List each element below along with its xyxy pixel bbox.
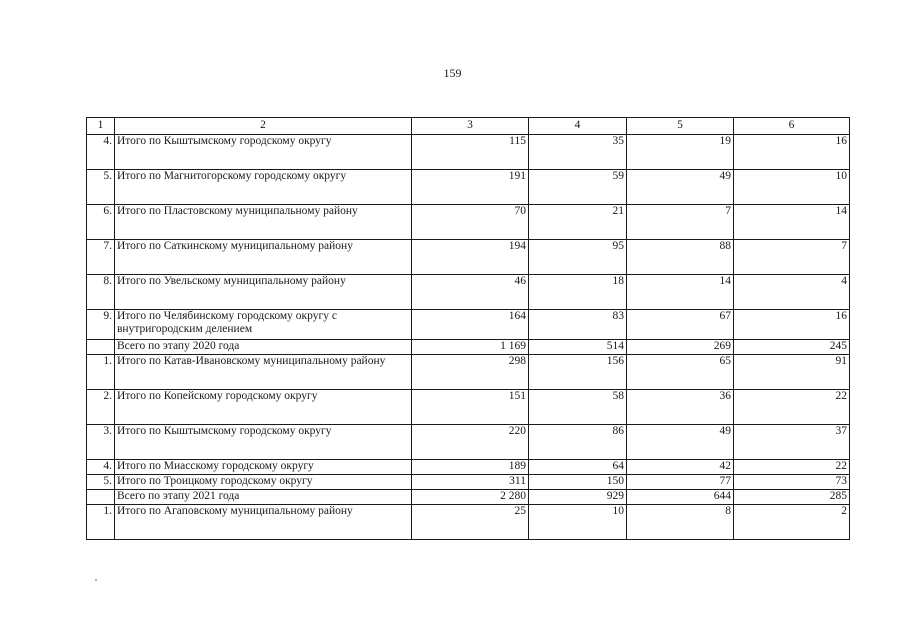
- row-number: 9.: [87, 310, 115, 340]
- row-number: [87, 490, 115, 505]
- row-number: 5.: [87, 170, 115, 205]
- column-header: 2: [115, 118, 412, 135]
- table-row: [87, 310, 850, 340]
- value-col-6: 4: [734, 275, 850, 310]
- table-row: [87, 275, 850, 310]
- value-col-4: 58: [529, 390, 627, 425]
- row-number: 5.: [87, 475, 115, 490]
- value-col-3: 220: [412, 425, 529, 460]
- value-col-5: 49: [627, 170, 734, 205]
- value-col-6: 285: [734, 490, 850, 505]
- table-row: [87, 460, 850, 475]
- column-header: 1: [87, 118, 115, 135]
- row-name: Итого по Челябинскому городскому округу с внутригородским делением: [115, 310, 412, 340]
- row-number: 7.: [87, 240, 115, 275]
- value-col-3: 46: [412, 275, 529, 310]
- value-col-4: 514: [529, 340, 627, 355]
- value-col-4: 21: [529, 205, 627, 240]
- row-name: Итого по Агаповскому муниципальному району: [115, 505, 412, 540]
- value-col-5: 644: [627, 490, 734, 505]
- column-header: 3: [412, 118, 529, 135]
- table-row: [87, 170, 850, 205]
- row-name: Всего по этапу 2021 года: [115, 490, 412, 505]
- value-col-6: 245: [734, 340, 850, 355]
- value-col-4: 18: [529, 275, 627, 310]
- row-number: [87, 340, 115, 355]
- value-col-3: 1 169: [412, 340, 529, 355]
- row-number: 8.: [87, 275, 115, 310]
- table-row: [87, 205, 850, 240]
- value-col-6: 22: [734, 390, 850, 425]
- value-col-3: 151: [412, 390, 529, 425]
- row-name: Итого по Кыштымскому городскому округу: [115, 425, 412, 460]
- table-row: [87, 340, 850, 355]
- row-name: Итого по Миасскому городскому округу: [115, 460, 412, 475]
- value-col-6: 7: [734, 240, 850, 275]
- row-number: 6.: [87, 205, 115, 240]
- value-col-6: 16: [734, 135, 850, 170]
- value-col-3: 311: [412, 475, 529, 490]
- table-row: [87, 355, 850, 390]
- column-header: 6: [734, 118, 850, 135]
- row-number: 4.: [87, 460, 115, 475]
- row-name: Итого по Троицкому городскому округу: [115, 475, 412, 490]
- row-name: Итого по Катав-Ивановскому муниципальному району: [115, 355, 412, 390]
- value-col-6: 14: [734, 205, 850, 240]
- value-col-5: 77: [627, 475, 734, 490]
- row-name: Всего по этапу 2020 года: [115, 340, 412, 355]
- row-name: Итого по Копейскому городскому округу: [115, 390, 412, 425]
- value-col-3: 2 280: [412, 490, 529, 505]
- value-col-5: 42: [627, 460, 734, 475]
- row-name: Итого по Пластовскому муниципальному району: [115, 205, 412, 240]
- value-col-4: 150: [529, 475, 627, 490]
- value-col-3: 25: [412, 505, 529, 540]
- table-row: [87, 475, 850, 490]
- value-col-4: 10: [529, 505, 627, 540]
- value-col-4: 35: [529, 135, 627, 170]
- table-body: [87, 135, 850, 540]
- table-row: [87, 240, 850, 275]
- value-col-3: 164: [412, 310, 529, 340]
- table-row: [87, 390, 850, 425]
- value-col-5: 19: [627, 135, 734, 170]
- value-col-5: 7: [627, 205, 734, 240]
- row-number: 1.: [87, 355, 115, 390]
- row-name: Итого по Магнитогорскому городскому округу: [115, 170, 412, 205]
- value-col-5: 65: [627, 355, 734, 390]
- value-col-5: 36: [627, 390, 734, 425]
- row-name: Итого по Увельскому муниципальному району: [115, 275, 412, 310]
- statistics-table: [86, 117, 850, 540]
- row-number: 2.: [87, 390, 115, 425]
- value-col-5: 269: [627, 340, 734, 355]
- value-col-5: 49: [627, 425, 734, 460]
- value-col-3: 194: [412, 240, 529, 275]
- value-col-3: 191: [412, 170, 529, 205]
- value-col-3: 70: [412, 205, 529, 240]
- column-header: 5: [627, 118, 734, 135]
- value-col-5: 67: [627, 310, 734, 340]
- column-header: 4: [529, 118, 627, 135]
- value-col-6: 16: [734, 310, 850, 340]
- page-number: 159: [443, 66, 462, 80]
- row-name: Итого по Саткинскому муниципальному району: [115, 240, 412, 275]
- table-row: [87, 135, 850, 170]
- table-row: [87, 425, 850, 460]
- value-col-4: 86: [529, 425, 627, 460]
- value-col-6: 2: [734, 505, 850, 540]
- value-col-6: 73: [734, 475, 850, 490]
- row-number: 3.: [87, 425, 115, 460]
- value-col-3: 189: [412, 460, 529, 475]
- value-col-6: 22: [734, 460, 850, 475]
- row-name: Итого по Кыштымскому городскому округу: [115, 135, 412, 170]
- value-col-4: 83: [529, 310, 627, 340]
- scan-artifact: [95, 579, 97, 581]
- value-col-4: 929: [529, 490, 627, 505]
- value-col-4: 64: [529, 460, 627, 475]
- value-col-6: 10: [734, 170, 850, 205]
- table-row: [87, 490, 850, 505]
- table-header-row: [87, 118, 850, 135]
- value-col-4: 95: [529, 240, 627, 275]
- value-col-6: 91: [734, 355, 850, 390]
- row-number: 1.: [87, 505, 115, 540]
- value-col-5: 88: [627, 240, 734, 275]
- table-row: [87, 505, 850, 540]
- value-col-3: 115: [412, 135, 529, 170]
- value-col-3: 298: [412, 355, 529, 390]
- value-col-5: 14: [627, 275, 734, 310]
- value-col-4: 59: [529, 170, 627, 205]
- value-col-4: 156: [529, 355, 627, 390]
- row-number: 4.: [87, 135, 115, 170]
- value-col-6: 37: [734, 425, 850, 460]
- value-col-5: 8: [627, 505, 734, 540]
